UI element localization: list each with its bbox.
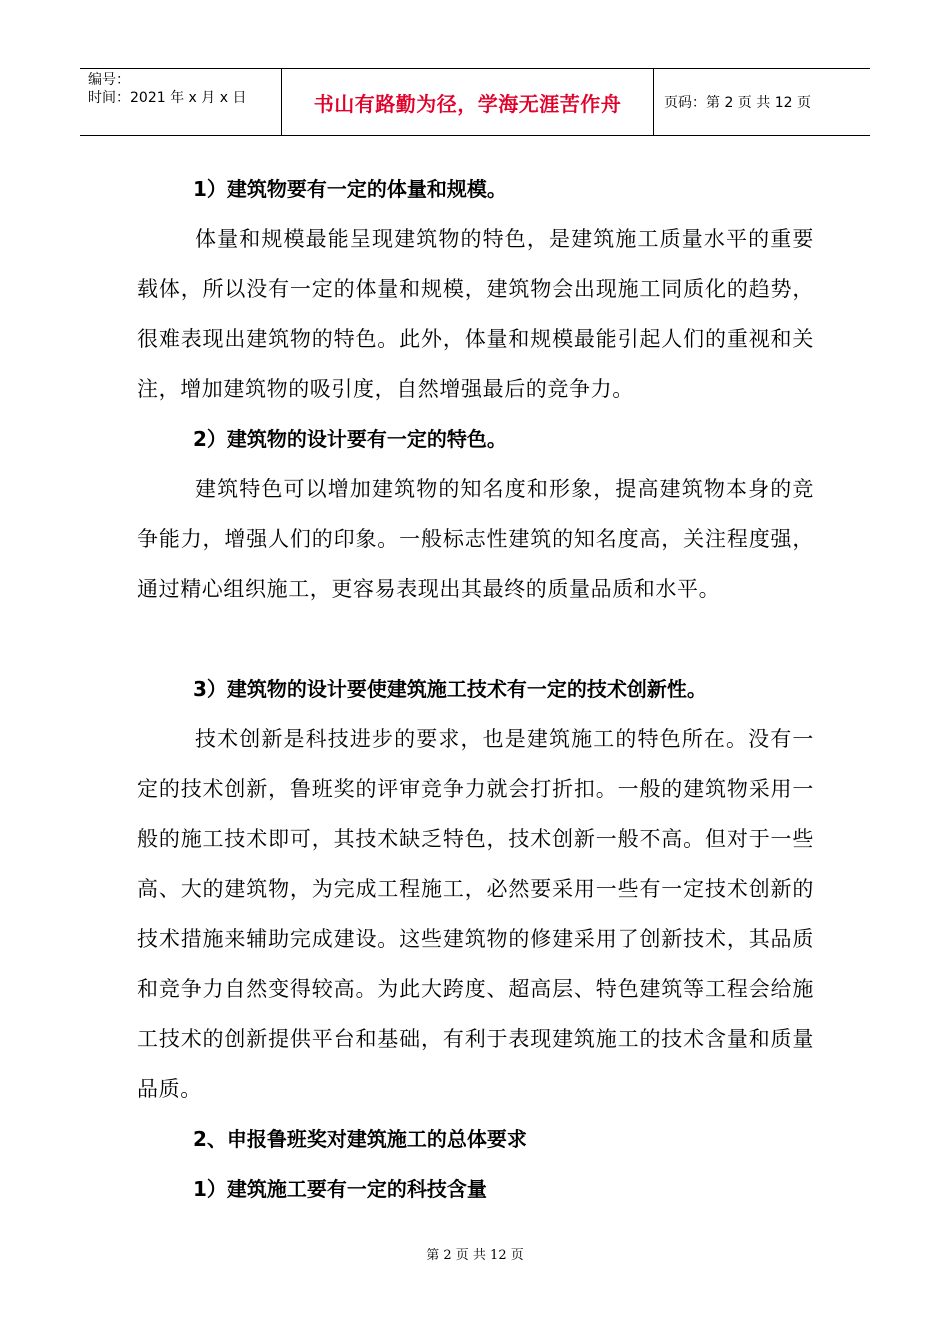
section-heading: 2）建筑物的设计要有一定的特色。 xyxy=(193,427,507,451)
section-heading: 1）建筑施工要有一定的科技含量 xyxy=(193,1177,487,1201)
section-heading: 3）建筑物的设计要使建筑施工技术有一定的技术创新性。 xyxy=(193,677,707,701)
body-paragraph: 体量和规模最能呈现建筑物的特色，是建筑施工质量水平的重要载体，所以没有一定的体量和规模，建筑物会出现施工同质化的趋势，很难表现出建筑物的特色。此外，体量和规模最能引起人们的重视和关注，增加建筑物的吸引度，自然增强最后的竞争力。 xyxy=(137,227,814,401)
document-date-label: 时间：2021 年 x 月 x 日 xyxy=(88,90,247,106)
section-heading: 1）建筑物要有一定的体量和规模。 xyxy=(193,177,507,201)
header-motto: 书山有路勤为径，学海无涯苦作舟 xyxy=(282,69,654,135)
page-header xyxy=(80,68,870,136)
chapter-heading: 2、申报鲁班奖对建筑施工的总体要求 xyxy=(193,1127,527,1151)
paragraph-spacer xyxy=(137,614,814,664)
document-number-label: 编号： xyxy=(88,72,130,88)
header-page-info: 页码：第 2 页 共 12 页 xyxy=(664,95,811,111)
document-body xyxy=(137,164,814,1214)
body-paragraph: 建筑特色可以增加建筑物的知名度和形象，提高建筑物本身的竞争能力，增强人们的印象。一般标志性建筑的知名度高，关注程度强，通过精心组织施工，更容易表现出其最终的质量品质和水平。 xyxy=(137,477,814,601)
header-meta xyxy=(80,69,282,135)
body-paragraph: 技术创新是科技进步的要求，也是建筑施工的特色所在。没有一定的技术创新，鲁班奖的评审竞争力就会打折扣。一般的建筑物采用一般的施工技术即可，其技术缺乏特色，技术创新一般不高。但对于一些高、大的建筑物，为完成工程施工，必然要采用一些有一定技术创新的技术措施来辅助完成建设。这些建筑物的修建采用了创新技术，其品质和竞争力自然变得较高。为此大跨度、超高层、特色建筑等工程会给施工技术的创新提供平台和基础，有利于表现建筑施工的技术含量和质量品质。 xyxy=(137,727,814,1101)
page-footer: 第 2 页 共 12 页 xyxy=(426,1248,524,1263)
